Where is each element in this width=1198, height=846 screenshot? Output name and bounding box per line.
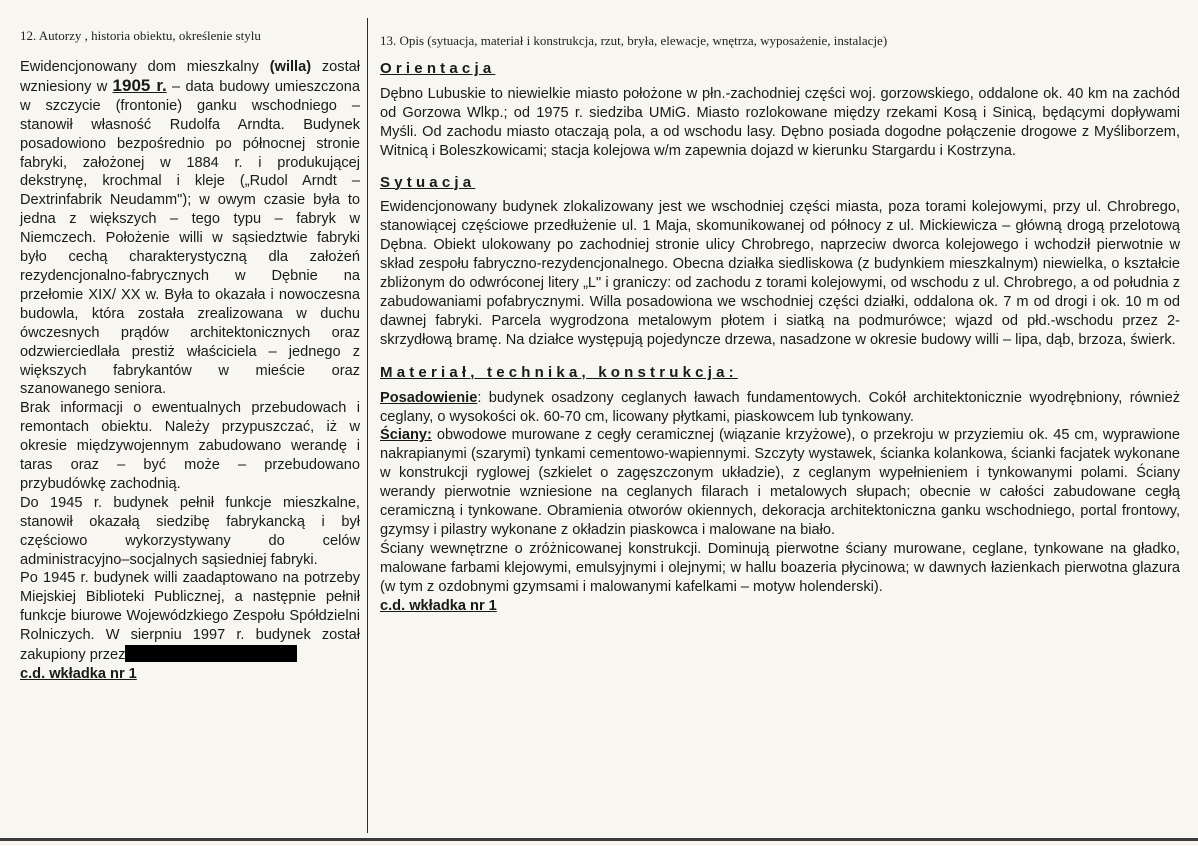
section-13-header: 13. Opis (sytuacja, materiał i konstrukcja, rzut, bryła, elewacje, wnętrza, wyposażenie, instalacje) bbox=[380, 33, 888, 48]
villa-label: (willa) bbox=[269, 59, 312, 75]
continuation-note-right: c.d. wkładka nr 1 bbox=[380, 597, 497, 614]
redaction-bar bbox=[125, 645, 297, 662]
build-year: 1905 r. bbox=[112, 75, 167, 95]
sciany-wewnetrzne-text: Ściany wewnętrzne o zróżnicowanej konstrukcji. Dominują pierwotne ściany murowane, ceglane, tynkowane na gładko, malowane farbami klejowymi, emulsyjnymi i olejnymi; w hallu boazeria płycinowa; w dawnych łazienkach pierwotna glazura (w tym z ozdobnymi gzymsami i malowanymi kafelkami – motyw holenderski). bbox=[380, 540, 1180, 595]
material-heading: Materiał, technika, konstrukcja: bbox=[380, 363, 738, 381]
posadowienie-label: Posadowienie bbox=[380, 389, 478, 406]
history-paragraph-2: Brak informacji o ewentualnych przebudowach i remontach obiektu. Należy przypuszczać, iż w okresie międzywojennym zabudowano werandę i taras oraz – być może – przebudowano przybudówkę zachodnią. bbox=[20, 400, 360, 492]
history-paragraph-1: Ewidencjonowany dom mieszkalny (willa) został wzniesiony w 1905 r. – data budowy umieszczona w szczycie (frontonie) ganku wschodniego – stanowił własność Rudolfa Arndta. Budynek posadowiono bezpośrednio po północnej stronie fabryki, założonej w 1884 r. i produkującej dekstrynę, krochmal i kleje („Rudol Arndt – Dextrinfabrik Neudamm"); w owym czasie była to jedna z większych – tego typu – fabryk w Niemczech. Położenie willi w sąsiedztwie fabryki było cechą charakterystyczną dla założeń rezydencjonalno-fabrycznych w Dębnie na przełomie XIX/ XX w. Była to okazała i nowoczesna budowla, która została zrealizowana w duchu ówczesnych prądów architektonicznych oraz odzwierciedlała prestiż właściciela – jednego z większych fabrykantów w mieście oraz szanowanego seniora. bbox=[20, 59, 360, 398]
sytuacja-text: Ewidencjonowany budynek zlokalizowany jest we wschodniej części miasta, poza torami kolejowymi, przy ul. Chrobrego, stanowiącej częściowe przedłużenie ul. 1 Maja, skomunikowanej od północy z ul. Mickiewicza – główną drogą przelotową Dębna. Obiekt ulokowany po zachodniej stronie ulicy Chrobrego, naprzeciw dworca kolejowego i wchodził pierwotnie w skład zespołu fabryczno-rezydencjonalnego. Obecna działka siedliskowa (z budynkiem mieszkalnym) niewielka, o kształcie zbliżonym do odwróconej litery „L" i graniczy: od zachodu z torami kolejowymi, od wschodu z ul. Chrobrego, a od południa z zabudowaniami pofabrycznymi. Willa posadowiona we wschodniej części działki, oddalona ok. 7 m od drogi i ok. 10 m od dawnej fabryki. Parcela wygrodzona metalowym płotem i siatką na podmurówce; wjazd od płd.-wschodu przez 2-skrzydłową bramę. Na działce występują pojedyncze drzewa, nasadzone w okresie budowy willi – lipa, dąb, brzoza, świerk. bbox=[380, 199, 1180, 348]
section-12-header: 12. Autorzy , historia obiektu, określenie stylu bbox=[20, 28, 261, 43]
description-column bbox=[380, 60, 1180, 615]
orientacja-text: Dębno Lubuskie to niewielkie miasto położone w płn.-zachodniej części woj. gorzowskiego, oddalone ok. 40 km na zachód od Gorzowa Wlkp.; od 1975 r. siedziba UMiG. Miasto rozlokowane między rzekami Kosą i Sinicą, będącymi dopływami Myśli. Od zachodu miasto otaczają pola, a od wschodu lasy. Dębno posiada dogodne połączenie drogowe z Myśliborzem, Witnicą i Boleszkowicami; stacja kolejowa w/m zapewnia dojazd w kierunku Stargardu i Kostrzyna. bbox=[380, 85, 1180, 159]
sytuacja-heading: Sytuacja bbox=[380, 173, 476, 191]
sciany-label: Ściany: bbox=[380, 427, 432, 444]
orientacja-heading: Orientacja bbox=[380, 60, 496, 77]
column-divider bbox=[367, 18, 368, 833]
history-column bbox=[20, 58, 360, 684]
continuation-note-left: c.d. wkładka nr 1 bbox=[20, 666, 137, 682]
posadowienie-text: Posadowienie: budynek osadzony ceglanych ławach fundamentowych. Cokół architektonicznie wyodrębniony, również ceglany, o wysokości ok. 60-70 cm, licowany płytkami, piaskowcem lub tynkowany. bbox=[380, 389, 1180, 425]
history-paragraph-3: Do 1945 r. budynek pełnił funkcje mieszkalne, stanowił okazałą siedzibę fabrykancką i był częściowo wykorzystywany do celów administracyjno–socjalnych sąsiedniej fabryki. bbox=[20, 494, 360, 568]
bottom-border bbox=[0, 838, 1198, 841]
sciany-text: Ściany: obwodowe murowane z cegły ceramicznej (wiązanie krzyżowe), o przekroju w przyziemiu ok. 45 cm, wyprawione nakrapianymi (szarymi) tynkami cementowo-wapiennymi. Szczyty wystawek, ścianka kolankowa, ścianki facjatek wykonane w konstrukcji ryglowej (szkielet o zagęszczonym układzie), z ceglanym wypełnieniem i tynkowanymi polami. Ściany werandy pierwotnie wzniesione na ceglanych filarach i metalowych słupach; obecnie w całości zabudowane cegłą ceramiczną i tynkowane. Obramienia otworów okiennych, dekoracja architektoniczna ganku wschodniego, portal frontowy, gzymsy i pilastry wykonane z okładzin piaskowca i malowane na biało. bbox=[380, 427, 1180, 538]
history-paragraph-4: Po 1945 r. budynek willi zaadaptowano na potrzeby Miejskiej Biblioteki Publicznej, a następnie pełnił funkcje biurowe Wojewódzkiego Zespołu Spółdzielni Rolniczych. W sierpniu 1997 r. budynek został zakupiony przez bbox=[20, 570, 360, 664]
